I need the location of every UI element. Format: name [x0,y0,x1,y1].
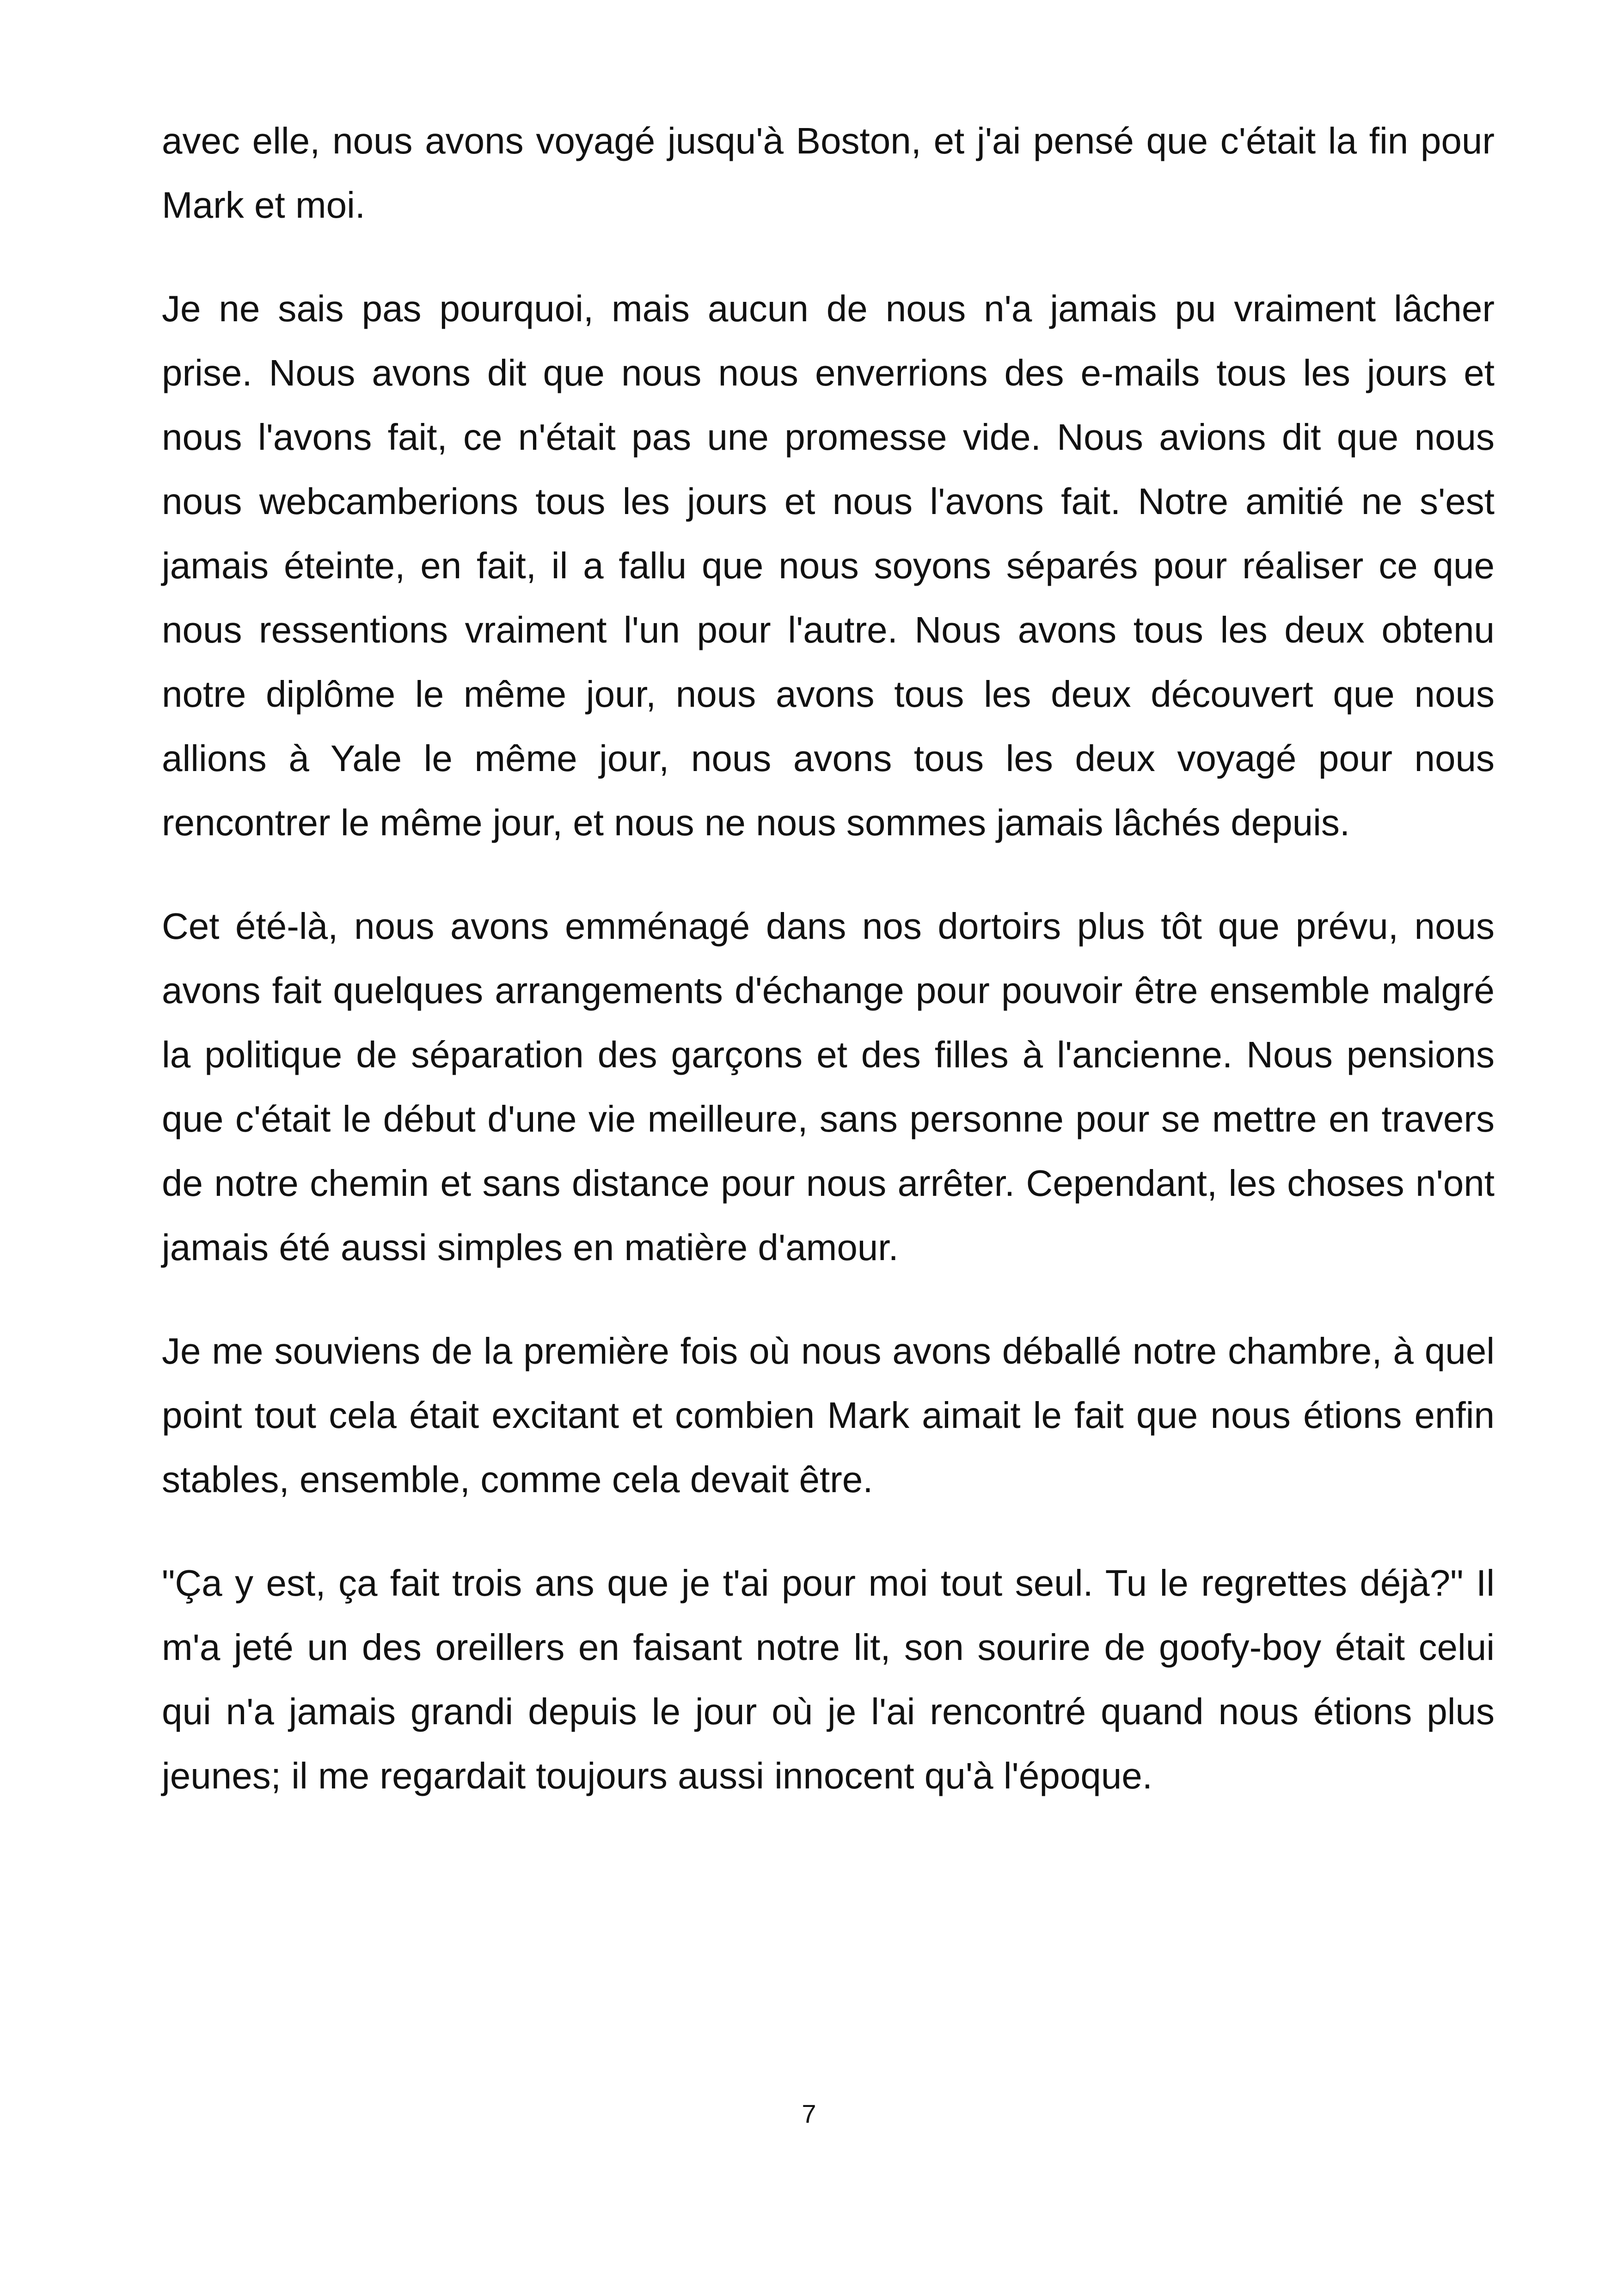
paragraph: Je me souviens de la première fois où nous avons déballé notre chambre, à quel point tout cela était excitant et combien Mark aimait le fait que nous étions enfin stables, ensemble, comme cela devait être. [162,1330,1495,1500]
paragraph: Je ne sais pas pourquoi, mais aucun de nous n'a jamais pu vraiment lâcher prise. Nous avons dit que nous nous enverrions des e-mails tous les jours et nous l'avons fait, ce n'était pas une promesse vide. Nous avions dit que nous nous webcamberions tous les jours et nous l'avons fait. Notre amitié ne s'est jamais éteinte, en fait, il a fallu que nous soyons séparés pour réaliser ce que nous ressentions vraiment l'un pour l'autre. Nous avons tous les deux obtenu notre diplôme le même jour, nous avons tous les deux découvert que nous allions à Yale le même jour, nous avons tous les deux voyagé pour nous rencontrer le même jour, et nous ne nous sommes jamais lâchés depuis. [162,288,1495,843]
body-text [162,109,1495,1847]
page-number: 7 [802,2099,816,2128]
paragraph: "Ça y est, ça fait trois ans que je t'ai pour moi tout seul. Tu le regrettes déjà?" Il m'a jeté un des oreillers en faisant notre lit, son sourire de goofy-boy était celui qui n'a jamais grandi depuis le jour où je l'ai rencontré quand nous étions plus jeunes; il me regardait toujours aussi innocent qu'à l'époque. [162,1562,1495,1796]
paragraph: Cet été-là, nous avons emménagé dans nos dortoirs plus tôt que prévu, nous avons fait quelques arrangements d'échange pour pouvoir être ensemble malgré la politique de séparation des garçons et des filles à l'ancienne. Nous pensions que c'était le début d'une vie meilleure, sans personne pour se mettre en travers de notre chemin et sans distance pour nous arrêter. Cependant, les choses n'ont jamais été aussi simples en matière d'amour. [162,906,1495,1268]
paragraph: avec elle, nous avons voyagé jusqu'à Boston, et j'ai pensé que c'était la fin pour Mark et moi. [162,120,1495,226]
